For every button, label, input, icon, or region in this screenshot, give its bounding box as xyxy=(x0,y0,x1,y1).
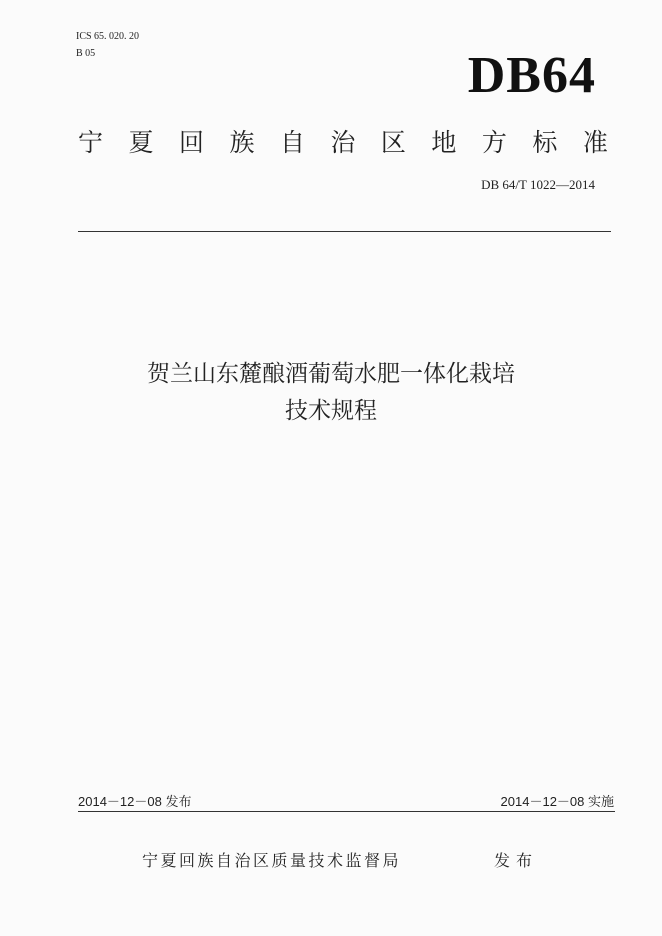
org-char: 地 xyxy=(431,128,457,157)
ccs-code: B 05 xyxy=(76,48,96,59)
standard-code-logo: DB64 xyxy=(467,47,596,104)
org-char: 宁 xyxy=(78,128,104,157)
org-char: 区 xyxy=(380,128,406,157)
title-line-1: 贺兰山东麓酿酒葡萄水肥一体化栽培 xyxy=(147,361,515,387)
org-char: 族 xyxy=(229,128,255,157)
publisher-name: 宁夏回族自治区质量技术监督局 xyxy=(142,851,402,870)
publish-label: 发布 xyxy=(494,851,539,870)
org-char: 治 xyxy=(330,128,356,157)
org-char: 准 xyxy=(582,128,608,157)
org-char: 回 xyxy=(178,128,204,157)
org-char: 方 xyxy=(481,128,507,157)
org-char: 自 xyxy=(279,128,305,157)
standard-number: DB 64/T 1022—2014 xyxy=(481,177,595,192)
org-char: 夏 xyxy=(128,128,154,157)
implementation-date: 2014－12－08 实施 xyxy=(500,794,614,809)
standard-organization-title xyxy=(78,125,608,161)
ics-code: ICS 65. 020. 20 xyxy=(76,31,140,42)
org-char: 标 xyxy=(532,128,558,157)
title-line-2: 技术规程 xyxy=(285,398,377,424)
footer-divider xyxy=(78,811,615,812)
issue-date: 2014－12－08 发布 xyxy=(78,794,192,809)
header-divider xyxy=(78,231,611,232)
